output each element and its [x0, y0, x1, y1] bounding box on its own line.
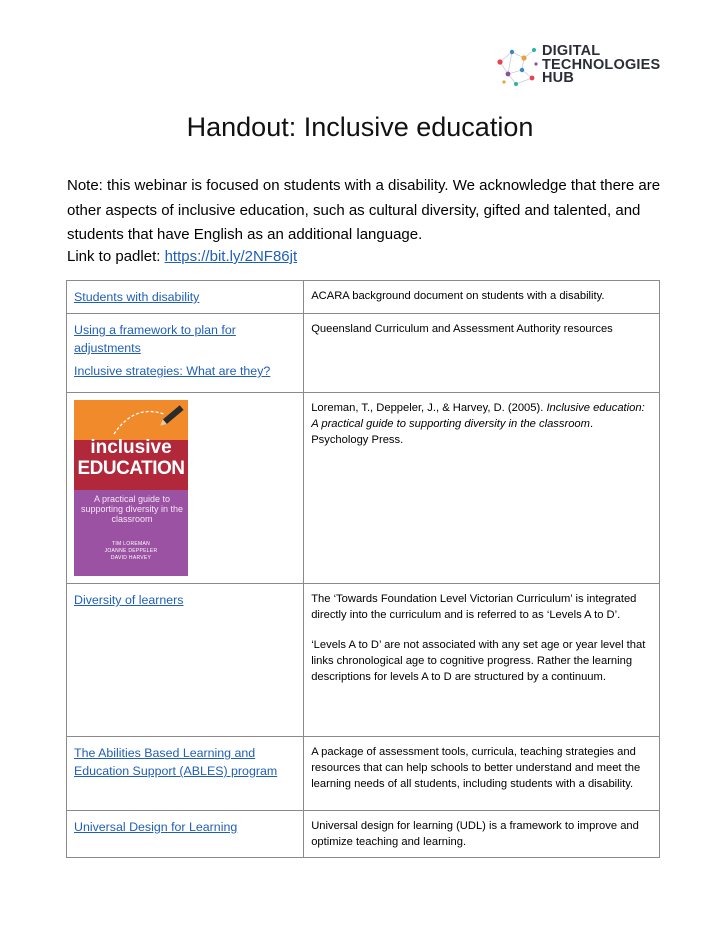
row-description: The ‘Towards Foundation Level Victorian Curriculum’ is integrated directly into the curriculum and is referred to as ‘Levels A to D’.	[311, 593, 637, 621]
logo-line-3: HUB	[542, 70, 575, 86]
webinar-note: Note: this webinar is focused on students with a disability. We acknowledge that there are other aspects of inclusive education, such as cultural diversity, gifted and talented, and students that have English as an additional language.	[67, 177, 661, 243]
row-description: ‘Levels A to D’ are not associated with any set age or year level that links chronological age to cognitive progress. Rather the learning descriptions for levels A to D are structured by a continuum.	[311, 639, 646, 683]
students-with-disability-link[interactable]: Students with disability	[74, 290, 200, 304]
row-description: A package of assessment tools, curricula, teaching strategies and resources that can help schools to better understand and meet the learning needs of all students, including students with a disability.	[304, 737, 660, 811]
inclusive-strategies-link[interactable]: Inclusive strategies: What are they?	[74, 364, 271, 378]
book-reference	[304, 393, 660, 584]
page-title: Handout: Inclusive education	[186, 112, 534, 142]
diversity-of-learners-link[interactable]: Diversity of learners	[74, 593, 184, 607]
universal-design-link[interactable]: Universal Design for Learning	[74, 820, 238, 834]
book-title-1: inclusive	[90, 437, 172, 458]
ables-program-link[interactable]: The Abilities Based Learning and Education Support (ABLES) program	[74, 746, 278, 778]
reference-title: Inclusive education: A practical guide to supporting diversity in the classroom	[311, 402, 645, 430]
table-row	[67, 737, 660, 811]
padlet-link[interactable]: https://bit.ly/2NF86jt	[164, 248, 298, 265]
table-row	[67, 281, 660, 314]
table-row	[67, 393, 660, 584]
row-description: Universal design for learning (UDL) is a framework to improve and optimize teaching and learning.	[304, 811, 660, 858]
framework-adjustments-link[interactable]: Using a framework to plan for adjustments	[74, 323, 236, 355]
book-cover-image	[74, 400, 188, 576]
table-row	[67, 314, 660, 393]
digital-technologies-hub-logo	[494, 43, 661, 90]
table-row	[67, 584, 660, 737]
row-description: Queensland Curriculum and Assessment Authority resources	[304, 314, 660, 393]
padlet-line	[67, 248, 297, 265]
book-title-2: EDUCATION	[77, 458, 185, 479]
network-dots-icon	[494, 44, 540, 90]
book-author: JOANNE DEPPELER	[104, 548, 158, 554]
resources-table	[66, 280, 660, 858]
book-author: DAVID HARVEY	[110, 555, 152, 561]
reference-publisher: . Psychology Press.	[311, 418, 594, 446]
row-description: ACARA background document on students with a disability.	[304, 281, 660, 314]
book-subtitle: A practical guide to supporting diversity in the classroom	[80, 494, 184, 524]
padlet-label: Link to padlet:	[67, 248, 165, 265]
reference-authors: Loreman, T., Deppeler, J., & Harvey, D. (2005).	[311, 402, 547, 414]
table-row	[67, 811, 660, 858]
pencil-icon	[74, 400, 188, 440]
book-authors	[74, 541, 188, 562]
logo-line-1: DIGITAL	[542, 43, 601, 59]
logo-line-2: TECHNOLOGIES	[542, 56, 661, 73]
book-author: TIM LOREMAN	[111, 541, 151, 547]
